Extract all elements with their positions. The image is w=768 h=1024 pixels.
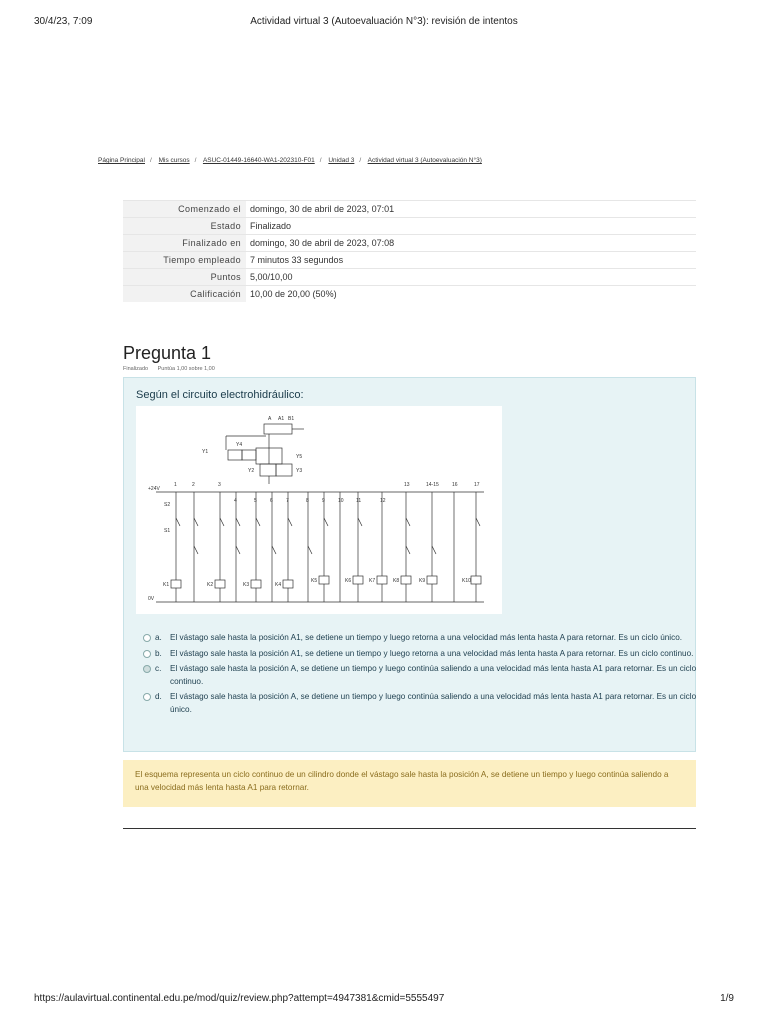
circuit-col-label: 5 [254,498,257,504]
print-title: Actividad virtual 3 (Autoevaluación N°3): revisión de intentos [250,16,518,27]
circuit-col-label: 12 [380,498,386,504]
circuit-col-label: 4 [234,498,237,504]
circuit-relay-label: K5 [311,578,318,584]
circuit-valve-label: Y3 [296,468,303,474]
answer-option-d[interactable] [140,691,700,716]
circuit-relay-label: K9 [419,578,426,584]
question-content [123,377,696,752]
circuit-col-label: 11 [356,498,362,504]
radio-b[interactable] [143,650,151,658]
summary-row [123,286,696,303]
summary-label: Finalizado en [123,235,246,252]
radio-a[interactable] [143,634,151,642]
answer-option-b[interactable] [140,648,700,661]
divider [123,828,696,829]
breadcrumb-activity[interactable]: Actividad virtual 3 (Autoevaluación N°3) [367,157,482,164]
circuit-valve-label: Y1 [202,449,209,455]
circuit-col-label: 10 [338,498,344,504]
circuit-col-label: 3 [218,482,221,488]
option-letter: a. [155,633,162,642]
summary-label: Comenzado el [123,201,246,218]
question-info [123,366,215,372]
summary-value: domingo, 30 de abril de 2023, 07:01 [246,201,696,218]
circuit-sensor-label: B1 [288,416,295,422]
summary-row [123,235,696,252]
circuit-relay-label: K3 [243,582,250,588]
circuit-relay-label: K2 [207,582,214,588]
circuit-col-label: 2 [192,482,195,488]
circuit-valve-label: Y2 [248,468,255,474]
summary-label: Estado [123,218,246,235]
radio-d[interactable] [143,693,151,701]
print-datetime: 30/4/23, 7:09 [34,16,93,27]
question-score: Puntúa 1,00 sobre 1,00 [157,366,215,372]
summary-row [123,201,696,218]
summary-value: 5,00/10,00 [246,269,696,286]
answer-option-a[interactable] [140,632,700,645]
answer-option-c[interactable] [140,663,700,688]
option-letter: d. [155,692,162,701]
circuit-col-label: 7 [286,498,289,504]
circuit-relay-label: K4 [275,582,282,588]
breadcrumb-unit[interactable]: Unidad 3 [328,157,355,164]
breadcrumb-course[interactable]: ASUC-01449-16640-WA1-202310-F01 [202,157,315,164]
summary-value: Finalizado [246,218,696,235]
circuit-relay-label: K8 [393,578,400,584]
general-feedback: El esquema representa un ciclo continuo de un cilindro donde el vástago sale hasta la posición A, se detiene un tiempo y luego continúa saliendo a una velocidad más lenta hasta A1 para retornar. [123,760,696,807]
option-text: El vástago sale hasta la posición A, se detiene un tiempo y luego continúa saliendo a una velocidad más lenta hasta A1 para retornar. Es un ciclo continuo. [170,664,697,686]
summary-value: 7 minutos 33 segundos [246,252,696,269]
circuit-valve-label: Y5 [296,454,303,460]
page-number: 1/9 [720,993,734,1004]
circuit-relay-label: K1 [163,582,170,588]
circuit-diagram [136,406,502,614]
summary-label: Calificación [123,286,246,303]
summary-value: domingo, 30 de abril de 2023, 07:08 [246,235,696,252]
summary-row [123,252,696,269]
summary-label: Puntos [123,269,246,286]
answer-options [140,632,700,719]
circuit-col-label: 16 [452,482,458,488]
radio-c-selected[interactable] [143,665,151,673]
question-text: Según el circuito electrohidráulico: [136,389,304,401]
question-state: Finalizado [123,366,149,372]
breadcrumb-my-courses[interactable]: Mis cursos [158,157,190,164]
summary-label: Tiempo empleado [123,252,246,269]
option-text: El vástago sale hasta la posición A, se detiene un tiempo y luego continúa saliendo a una velocidad más lenta hasta A1 para retornar. Es un ciclo único. [170,692,697,714]
circuit-relay-label: K7 [369,578,376,584]
summary-row [123,269,696,286]
circuit-relay-label: K10 [462,578,471,584]
option-letter: b. [155,648,162,658]
summary-value: 10,00 de 20,00 (50%) [246,286,696,303]
breadcrumb-home[interactable]: Página Principal [98,157,145,164]
circuit-col-label: 1 [174,482,177,488]
question-title: Pregunta 1 [123,343,212,363]
circuit-sensor-label: S1 [164,528,171,534]
circuit-col-label: 14-15 [426,482,439,488]
circuit-relay-label: K6 [345,578,352,584]
circuit-sensor-label: S2 [164,502,171,508]
print-url: https://aulavirtual.continental.edu.pe/mod/quiz/review.php?attempt=4947381&cmid=5555497 [34,993,445,1004]
circuit-col-label: 6 [270,498,273,504]
circuit-ground-label: 0V [148,596,155,602]
circuit-col-label: 17 [474,482,480,488]
summary-row [123,218,696,235]
circuit-valve-label: Y4 [236,442,243,448]
breadcrumb: Página Principal / Mis cursos / ASUC-01449-16640-WA1-202310-F01 / Unidad 3 / Actividad virtual 3 (Autoevaluación N°3) [98,157,482,164]
circuit-col-label: 8 [306,498,309,504]
option-letter: c. [155,664,162,673]
option-text: El vástago sale hasta la posición A1, se detiene un tiempo y luego retorna a una velocidad más lenta hasta A para retornar. Es un ciclo continuo. [170,648,694,658]
circuit-sensor-label: A1 [278,416,285,422]
option-text: El vástago sale hasta la posición A1, se detiene un tiempo y luego retorna a una velocidad más lenta hasta A para retornar. Es un ciclo único. [170,633,683,642]
circuit-supply-label: +24V [148,486,160,492]
circuit-sensor-label: A [268,416,272,422]
attempt-summary-table [123,200,696,302]
circuit-col-label: 9 [322,498,325,504]
circuit-col-label: 13 [404,482,410,488]
